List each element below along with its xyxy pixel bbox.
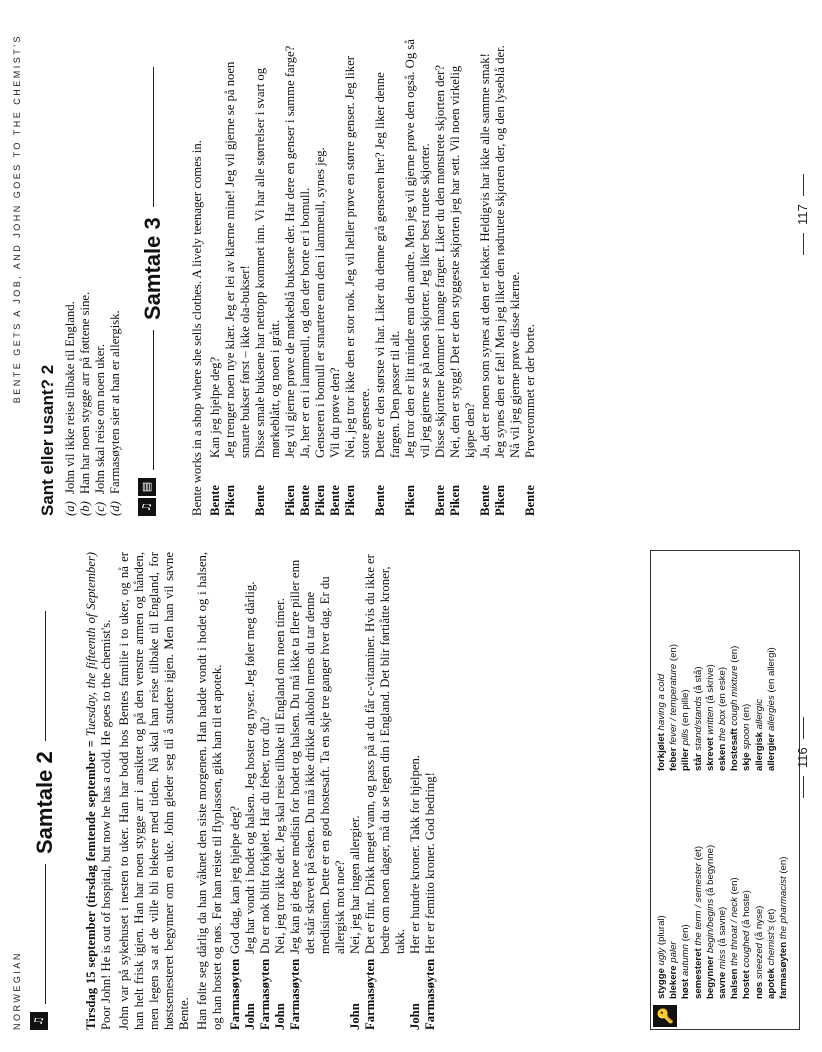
speaker: Bente <box>328 484 342 516</box>
utterance: Dette er den største vi har. Liker du denne grå genseren her? Jeg liker denne fargen. Den passer til alt. <box>373 72 402 458</box>
utterance: Nei, den er stygg! Det er den styggeste skjorten jeg har sett. Vil noen virkelig kjøpe den? <box>448 65 477 458</box>
statement-text: Han har noen stygge arr på føttene sine. <box>78 291 92 494</box>
vocab-eng: sneezed <box>753 942 765 980</box>
dialogue-line <box>433 36 448 516</box>
vocab-entry <box>668 644 680 771</box>
vocab-entry <box>693 845 705 999</box>
vocab-entry <box>717 644 729 771</box>
vocab-entry <box>778 845 790 999</box>
utterance: Du er nok blitt forkjølet. Har du feber, tror du? <box>258 716 272 954</box>
vocab-nor: halsen <box>729 968 741 999</box>
vocab-eng: the pharmacist <box>778 876 790 940</box>
vocab-entry <box>741 644 753 771</box>
page-number-text: 116 <box>795 747 810 768</box>
speaker: Piken <box>313 484 327 516</box>
vocab-eng: the term / semester <box>692 863 704 946</box>
vocab-gram: (et) <box>765 908 777 924</box>
utterance: God dag, kan jeg hjelpe deg? <box>228 806 242 954</box>
vocab-entry <box>729 845 741 999</box>
vocab-eng: cough mixture <box>729 665 741 726</box>
speaker: Bente <box>433 484 447 516</box>
text-body <box>84 552 438 1030</box>
statement-label: (b) <box>78 501 92 516</box>
vocab-nor: forkjølet <box>656 733 667 771</box>
dialogue-line <box>423 552 438 1030</box>
vocab-entry <box>680 644 692 771</box>
vocab-entry <box>766 845 778 999</box>
page-number-text: 117 <box>795 204 810 225</box>
page-116 <box>0 526 822 1052</box>
statement-text: Farmasøyten sier at han er allergisk. <box>108 310 122 494</box>
vocab-nor: stygge <box>656 968 667 999</box>
speaker: Bente <box>298 484 312 516</box>
vocab-nor: esken <box>717 743 729 771</box>
paragraph: John var på sykehuset i nesten to uker. Han har bodd hos Bentes familie i to uker, og nå er han helt frisk igjen. Han har noen stygge arr i ansiktet og på den venstre armen og hånden, men legen sa at de ville bli blekere med tiden. Nå skal han reise tilbake til England, for høstsemesteret begynner om en uke. John gleder seg til å studere igjen. Men han vil savne Bente. <box>117 552 191 1030</box>
speaker: Piken <box>403 484 417 516</box>
vocab-entry <box>766 644 778 771</box>
utterance: Nei, jeg har ingen allergier. <box>348 815 362 954</box>
key-icon: 🔑 <box>653 1005 677 1027</box>
speaker: John <box>273 1003 287 1030</box>
vocab-gram: (en eske) <box>717 666 729 707</box>
dialogue-line <box>363 552 408 1030</box>
vocab-eng: allergic <box>753 698 765 730</box>
utterance: Jeg synes den er fæl! Men jeg liker den rødrutete skjorten der, og den lyseblå der. Nå vil jeg gjerne prøve disse klærne. <box>493 45 522 458</box>
vocab-nor: hostet <box>741 970 753 999</box>
speaker: Farmasøyten <box>423 958 437 1030</box>
vocab-entry <box>754 644 766 771</box>
dialogue <box>228 552 438 1030</box>
vocab-gram: (en) <box>741 703 753 721</box>
vocab-eng: allergies <box>765 695 777 731</box>
dialogue-line <box>493 36 523 516</box>
audio-icon: ♫ <box>30 1012 48 1030</box>
vocab-eng: begin/begins <box>704 898 716 954</box>
dialogue-line <box>243 552 258 1030</box>
utterance: Nei, jeg tror ikke det. Jeg skal reise tilbake til England om noen timer. <box>273 598 287 954</box>
vocab-entry <box>729 644 741 771</box>
page-number <box>795 709 810 806</box>
vocab-gram: (en) <box>729 877 741 895</box>
vocab-gram: (å hoste) <box>741 890 753 929</box>
utterance: Det er fint. Drikk meget vann, og pass på at du får c-vitaminer. Hvis du ikke er bedre om noen dager, må du se legen din i England. Det blir førtiåtte kroner, takk. <box>363 554 407 954</box>
vocab-column <box>656 644 778 771</box>
audio-icon: ♫ <box>138 498 156 516</box>
heading-rule <box>45 864 46 1004</box>
vocab-eng: coughed <box>741 930 753 968</box>
statement-label: (c) <box>93 501 107 516</box>
vocab-nor: skrevet <box>704 737 716 771</box>
vocab-entry <box>705 644 717 771</box>
speaker: Piken <box>343 484 357 516</box>
utterance: Jeg trenger noen nye klær. Jeg er lei av klærne mine! Jeg vil gjerne se på noen smarte bukser først – ikke ola-bukser! <box>223 61 252 458</box>
dialogue-line <box>208 36 223 516</box>
dialogue-line <box>448 36 478 516</box>
dialogue <box>208 36 538 516</box>
text-body <box>190 36 538 516</box>
vocab-nor: blekere <box>668 965 680 999</box>
dialogue-line <box>328 36 343 516</box>
heading-rule <box>153 67 154 207</box>
dialogue-line <box>348 552 363 1030</box>
dialogue-line <box>343 36 373 516</box>
speaker: Piken <box>448 484 462 516</box>
vocab-entry <box>693 644 705 771</box>
statement <box>78 36 93 516</box>
vocab-eng: miss <box>717 949 729 970</box>
statement-text: John vil ikke reise tilbake til England. <box>63 301 77 494</box>
statement <box>93 36 108 516</box>
dialogue-line <box>258 552 273 1030</box>
speaker: Piken <box>223 484 237 516</box>
dialogue-line <box>373 36 403 516</box>
dialogue-line <box>298 36 313 516</box>
speaker: Piken <box>283 484 297 516</box>
date-bold: Tirsdag 15 september (tirsdag femtende september = <box>84 740 98 1030</box>
statement-label: (d) <box>108 501 122 516</box>
vocab-eng: ugly <box>656 947 667 966</box>
heading-rule <box>153 330 154 470</box>
vocab-gram: (en) <box>680 924 692 942</box>
vocab-eng: the box <box>717 709 729 742</box>
speaker: Farmasøyten <box>363 958 377 1030</box>
vocab-eng: autumn <box>680 944 692 977</box>
vocab-gram: (en) <box>729 645 741 663</box>
vocab-gram: (en) <box>668 644 680 662</box>
date-italic: Tuesday, the fifteenth of September) <box>84 552 98 737</box>
dialogue-line <box>228 552 243 1030</box>
running-head: NORWEGIAN <box>12 951 22 1030</box>
utterance: Her er femtito kroner. God bedring! <box>423 772 437 954</box>
dialogue-line <box>408 552 423 1030</box>
dialogue-line <box>313 36 328 516</box>
vocab-entry <box>705 845 717 999</box>
running-head: BENTE GETS A JOB, AND JOHN GOES TO THE CHEMIST'S <box>12 34 22 404</box>
vocab-eng: chemist's <box>765 925 777 966</box>
utterance: Vil du prøve den? <box>328 367 342 458</box>
vocab-gram: (å stå) <box>692 666 704 694</box>
vocab-nor: står <box>692 753 704 771</box>
dialogue-line <box>273 552 288 1030</box>
dialogue-line <box>283 36 298 516</box>
vocab-eng: having a cold <box>656 673 667 731</box>
vocab-nor: nøs <box>753 981 765 999</box>
section-heading <box>32 611 58 1004</box>
intro: Bente works in a shop where she sells clothes. A lively teenager comes in. <box>190 140 204 516</box>
vocab-gram: (å savne) <box>717 906 729 947</box>
vocab-entry <box>680 845 692 999</box>
vocab-nor: feber <box>668 747 680 771</box>
statement-text: John skal reise om noen uker. <box>93 343 107 494</box>
speaker: Bente <box>478 484 492 516</box>
vocab-nor: apotek <box>765 968 777 999</box>
vocab-gram: (en) <box>778 856 790 874</box>
vocab-nor: skje <box>741 752 753 771</box>
vocab-gram: (en pille) <box>680 689 692 727</box>
vocab-entry <box>754 845 766 999</box>
vocab-entry <box>656 644 668 771</box>
speaker: Piken <box>493 484 507 516</box>
utterance: Jeg har vondt i hodet og halsen. Jeg hoster og nyser. Jeg føler meg dårlig. <box>243 581 257 954</box>
utterance: Nei, jeg tror ikke den er stor nok. Jeg vil heller prøve en større genser. Jeg liker store gensere. <box>343 56 372 458</box>
page-number <box>795 166 810 263</box>
speaker: Farmasøyten <box>288 958 302 1030</box>
vocab-nor: begynner <box>704 955 716 999</box>
vocab-eng: pills <box>680 728 692 746</box>
utterance: Genseren i bomull er smartere enn den i lammeull, synes jeg. <box>313 147 327 458</box>
dialogue-line <box>288 552 348 1030</box>
speaker: Bente <box>208 484 222 516</box>
vocab-nor: piller <box>680 748 692 771</box>
statement-list <box>63 36 123 516</box>
vocab-eng: written <box>704 706 716 735</box>
vocab-gram: (å skrive) <box>704 664 716 704</box>
speaker: John <box>243 1003 257 1030</box>
dialogue-line <box>403 36 433 516</box>
vocab-nor: savne <box>717 971 729 999</box>
paragraph: Han følte seg dårlig da han våknet den siste morgenen. Han hadde vondt i hodet og i halsen, og han hostet og nøs. Før han reiste til flyplassen, gikk han til et apotek. <box>195 552 224 1030</box>
utterance: Disse smale buksene har nettopp kommet inn. Vi har alle størrelser i svart og mørkeblått, og noen i grått. <box>253 67 282 458</box>
vocab-entry <box>668 845 680 999</box>
dialogue-line <box>478 36 493 516</box>
vocab-eng: stand/stands <box>692 696 704 751</box>
exercise <box>40 36 123 516</box>
vocab-nor: høst <box>680 978 692 999</box>
vocab-eng: spoon <box>741 723 753 750</box>
utterance: Jeg kan gi deg noe medisin for hodet og halsen. Du må ikke ta flere piller enn det står skrevet på esken. Du må ikke drikke alkohol mens du tar denne medisinen. Dette er en god hostesaft. Ta en skje tre ganger hver dag. Er du allergisk mot noe? <box>288 559 347 954</box>
heading-rule <box>45 611 46 741</box>
vocab-entry <box>656 845 668 999</box>
statement <box>108 36 123 516</box>
vocab-gram: (en allergi) <box>765 647 777 693</box>
vocab-nor: farmasøyten <box>778 941 790 999</box>
vocab-nor: allergisk <box>753 732 765 771</box>
speaker: Bente <box>373 484 387 516</box>
statement-label: (a) <box>63 501 77 516</box>
heading-title: Samtale 3 <box>140 217 165 320</box>
vocab-column <box>656 845 790 999</box>
date-paragraph <box>84 552 114 1030</box>
vocab-nor: allergier <box>765 733 777 771</box>
speaker: John <box>408 1003 422 1030</box>
heading-title: Samtale 2 <box>32 751 57 854</box>
vocab-gram: (plural) <box>656 915 667 946</box>
utterance: Ja, det er noen som synes at den er lekker. Heldigvis har ikke alle samme smak! <box>478 53 492 458</box>
utterance: Disse skjortene kommer i mange farger. Liker du den mønstrete skjorten der? <box>433 65 447 458</box>
dialogue-line <box>523 36 538 516</box>
vocab-entry <box>717 845 729 999</box>
section-heading <box>140 67 166 470</box>
vocabulary-box <box>650 550 800 1030</box>
speaker: Bente <box>253 484 267 516</box>
vocab-gram: (et) <box>692 845 704 861</box>
vocab-gram: (å begynne) <box>704 844 716 897</box>
utterance: Jeg tror den er litt mindre enn den andre. Men jeg vil gjerne prøve den også. Og så vil jeg gjerne se på noen skjorter. Jeg liker best rutete skjorter. <box>403 39 432 458</box>
speaker: John <box>348 1003 362 1030</box>
vocab-gram: (å nyse) <box>753 905 765 941</box>
vocab-nor: semesteret <box>692 948 704 999</box>
dialogue-line <box>253 36 283 516</box>
speaker: Bente <box>523 484 537 516</box>
vocab-nor: hostesaft <box>729 728 741 771</box>
utterance: Her er hundre kroner. Takk for hjelpen. <box>408 755 422 954</box>
book-icon: ▤ <box>138 478 156 496</box>
vocab-eng: the throat / neck <box>729 897 741 966</box>
utterance: Ja, her er en i lammeull, og den der borte er i bomull. <box>298 187 312 458</box>
date-rest: Poor John! He is out of hospital, but now he has a cold. He goes to the chemist's. <box>99 619 113 1030</box>
statement <box>63 36 78 516</box>
speaker: Farmasøyten <box>228 958 242 1030</box>
exercise-title: Sant eller usant? 2 <box>38 364 57 516</box>
vocab-eng: fever / temperature <box>668 663 680 745</box>
vocab-eng: paler <box>668 941 680 963</box>
utterance: Jeg vil gjerne prøve de mørkeblå buksene der. Har dere en genser i samme farge? <box>283 45 297 458</box>
speaker: Farmasøyten <box>258 958 272 1030</box>
utterance: Kan jeg hjelpe deg? <box>208 356 222 458</box>
dialogue-line <box>223 36 253 516</box>
utterance: Prøverommet er der borte. <box>523 324 537 458</box>
vocab-entry <box>741 845 753 999</box>
